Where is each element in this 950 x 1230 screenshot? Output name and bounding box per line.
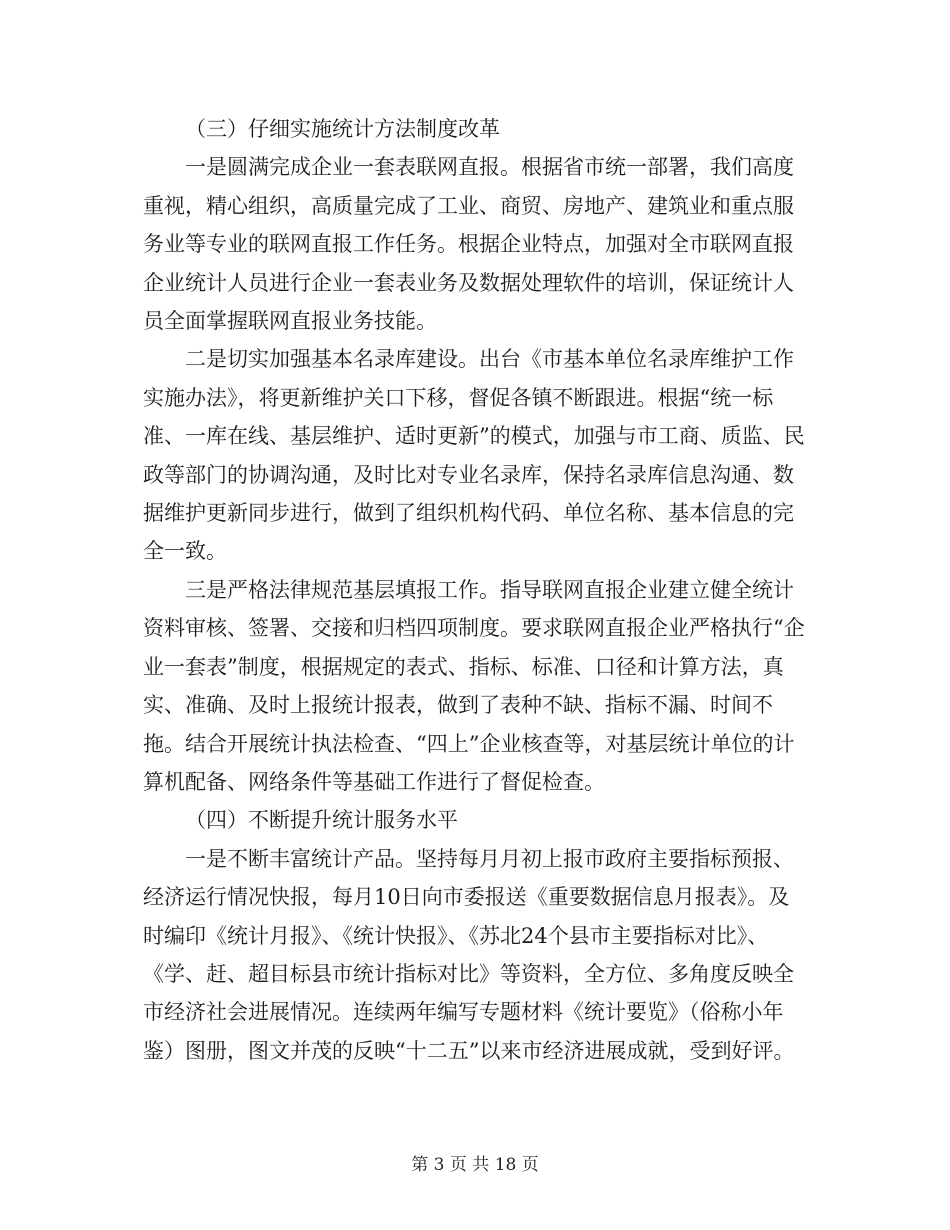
paragraph-online-reporting: 一是圆满完成企业一套表联网直报。根据省市统一部署，我们高度重视，精心组织，高质量完成了工业、商贸、房地产、建筑业和重点服务业等专业的联网直报工作任务。根据企业特点，加强对全市联网直报企业统计人员进行企业一套表业务及数据处理软件的培训，保证统计人员全面掌握联网直报业务技能。 xyxy=(143,155,794,334)
paragraph-statistical-products: 一是不断丰富统计产品。坚持每月月初上报市政府主要指标预报、经济运行情况快报，每月10日向市委报送《重要数据信息月报表》。及时编印《统计月报》、《统计快报》、《苏北24个县市主要指标对比》、《学、赶、超目标县市统计指标对比》等资料，全方位、多角度反映全市经济社会进展情况。连续两年编写专题材料《统计要览》（俗称小年鉴）图册，图文并茂的反映“十二五”以来市经济进展成就，受到好评。 xyxy=(143,846,795,1063)
section-heading-4: （四）不断提升统计服务水平 xyxy=(185,808,458,833)
paragraph-directory-database: 二是切实加强基本名录库建设。出台《市基本单位名录库维护工作实施办法》，将更新维护关口下移，督促各镇不断跟进。根据“统一标准、一库在线、基层维护、适时更新”的模式，加强与市工商、质监、民政等部门的协调沟通，及时比对专业名录库，保持名录库信息沟通、数据维护更新同步进行，做到了组织机构代码、单位名称、基本信息的完全一致。 xyxy=(143,347,805,564)
paragraph-grassroots-reporting: 三是严格法律规范基层填报工作。指导联网直报企业建立健全统计资料审核、签署、交接和归档四项制度。要求联网直报企业严格执行“企业一套表”制度，根据规定的表式、指标、标准、口径和计算方法，真实、准确、及时上报统计报表，做到了表种不缺、指标不漏、时间不拖。结合开展统计执法检查、“四上”企业核查等，对基层统计单位的计算机配备、网络条件等基础工作进行了督促检查。 xyxy=(143,577,805,794)
document-body xyxy=(143,110,805,1070)
section-heading-3: （三）仔细实施统计方法制度改革 xyxy=(185,117,500,141)
page-number-footer: 第 3 页 共 18 页 xyxy=(411,1155,539,1175)
